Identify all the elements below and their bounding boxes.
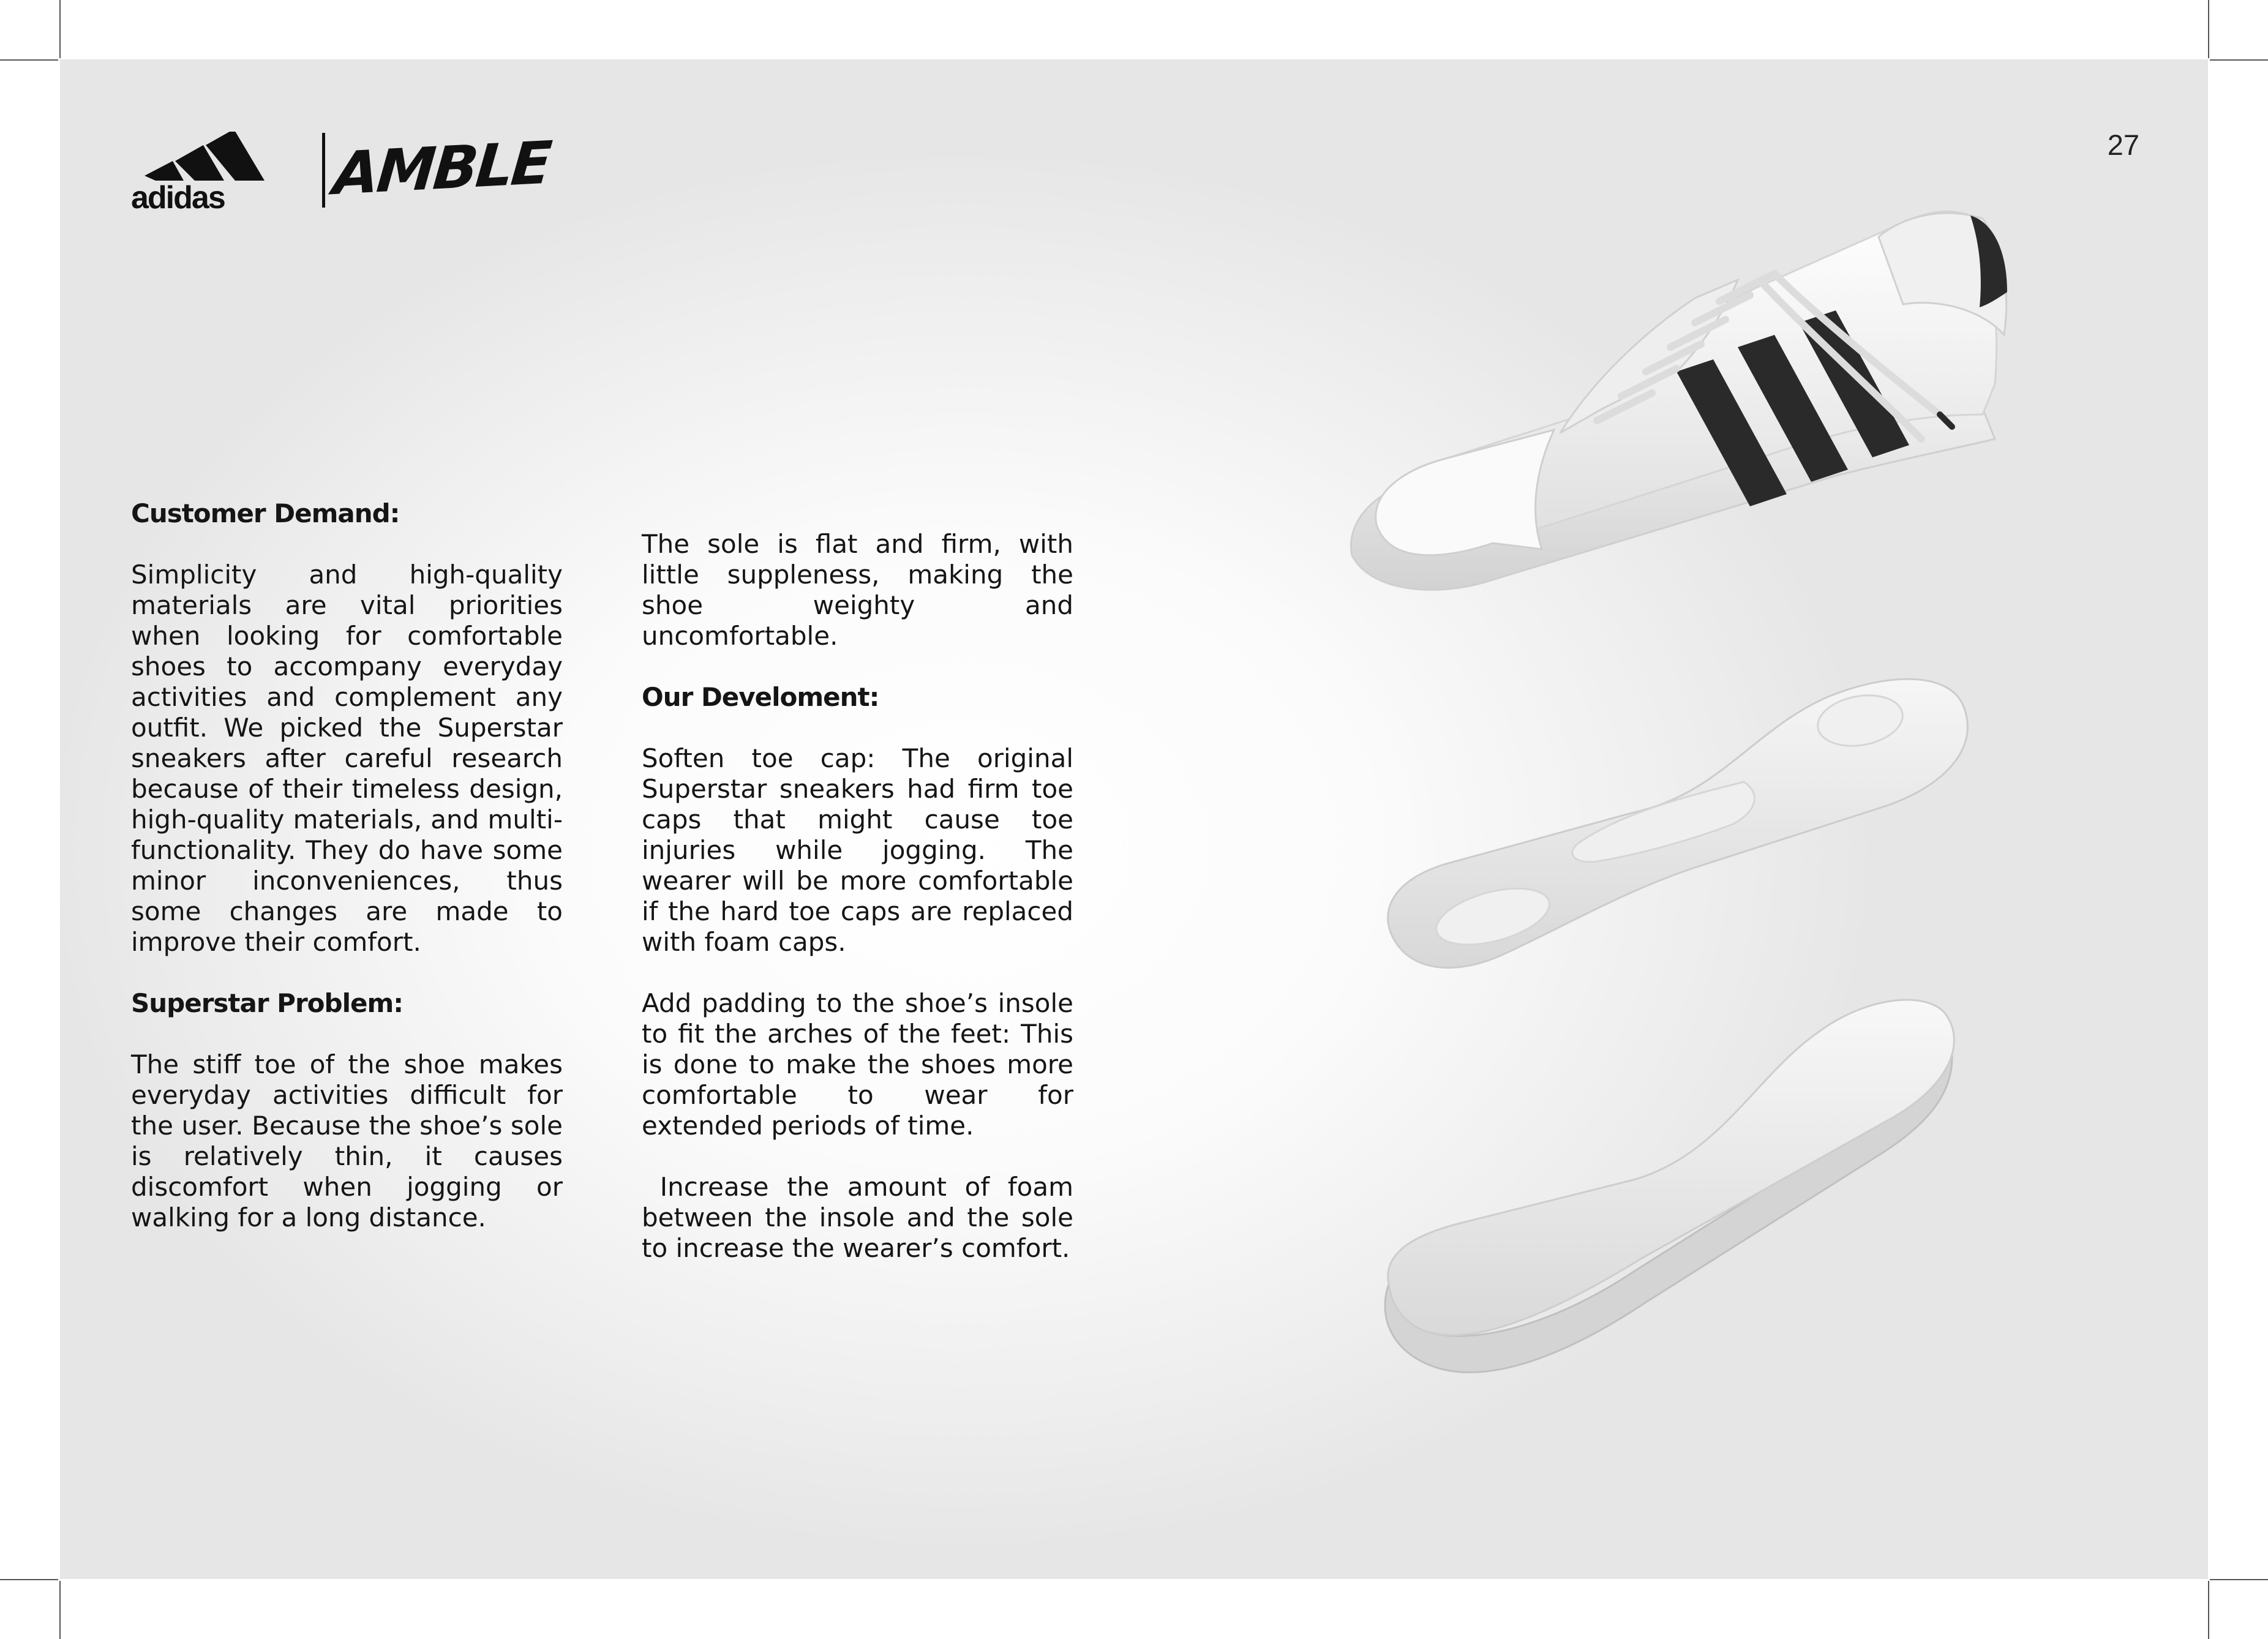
customer-demand-text: Simplicity and high-quality materials are vital priorities when looking for comfortable shoes to accompany everyday activities and complement any outfit. We picked the Superstar sneakers after careful research because of their timeless design, high-quality materials, and multi-functionality. They do have some minor inconveniences, thus some changes are made to improve their comfort.	[131, 560, 563, 957]
sole-illustration	[1376, 953, 1989, 1431]
customer-demand-heading: Customer Demand:	[131, 498, 400, 528]
crop-mark	[2210, 59, 2268, 61]
sole-problem-text: The sole is flat and firm, with little suppleness, making the shoe weighty and uncomfortable.	[642, 529, 1073, 651]
crop-mark	[2208, 0, 2209, 58]
superstar-problem-text: The stiff toe of the shoe makes everyday activities difficult for the user. Because the shoe’s sole is relatively thin, it causes discomfort when jogging or walking for a long distance.	[131, 1049, 563, 1232]
left-text-column	[131, 498, 563, 1264]
right-text-column	[642, 529, 1082, 1294]
product-name-logo: AMBLE	[331, 128, 552, 209]
crop-mark	[0, 1579, 58, 1580]
logo-divider	[322, 133, 325, 208]
insole-illustration	[1376, 647, 1989, 1002]
insole-padding-text: Add padding to the shoe’s insole to fit the arches of the feet: This is done to make the shoes more comfortable to wear for extended periods of time.	[642, 988, 1073, 1141]
crop-mark	[59, 1581, 61, 1639]
crop-mark	[2210, 1579, 2268, 1580]
foam-text: Increase the amount of foam between the insole and the sole to increase the wearer’s comfort.	[642, 1172, 1082, 1263]
development-heading: Our Develoment:	[642, 682, 879, 712]
page-number: 27	[2107, 129, 2139, 161]
superstar-problem-heading: Superstar Problem:	[131, 988, 404, 1018]
crop-mark	[2208, 1581, 2209, 1639]
sneaker-illustration	[1334, 151, 2044, 617]
brand-logo	[131, 128, 552, 216]
brochure-page	[60, 59, 2208, 1579]
crop-mark	[0, 59, 58, 61]
crop-mark	[59, 0, 61, 58]
adidas-logo-text: adidas	[131, 180, 225, 216]
toe-cap-text: Soften toe cap: The original Superstar sneakers had firm toe caps that might cause toe injuries while jogging. The wearer will be more comfortable if the hard toe caps are replaced with foam caps.	[642, 743, 1073, 957]
adidas-three-bars-icon	[145, 132, 291, 181]
